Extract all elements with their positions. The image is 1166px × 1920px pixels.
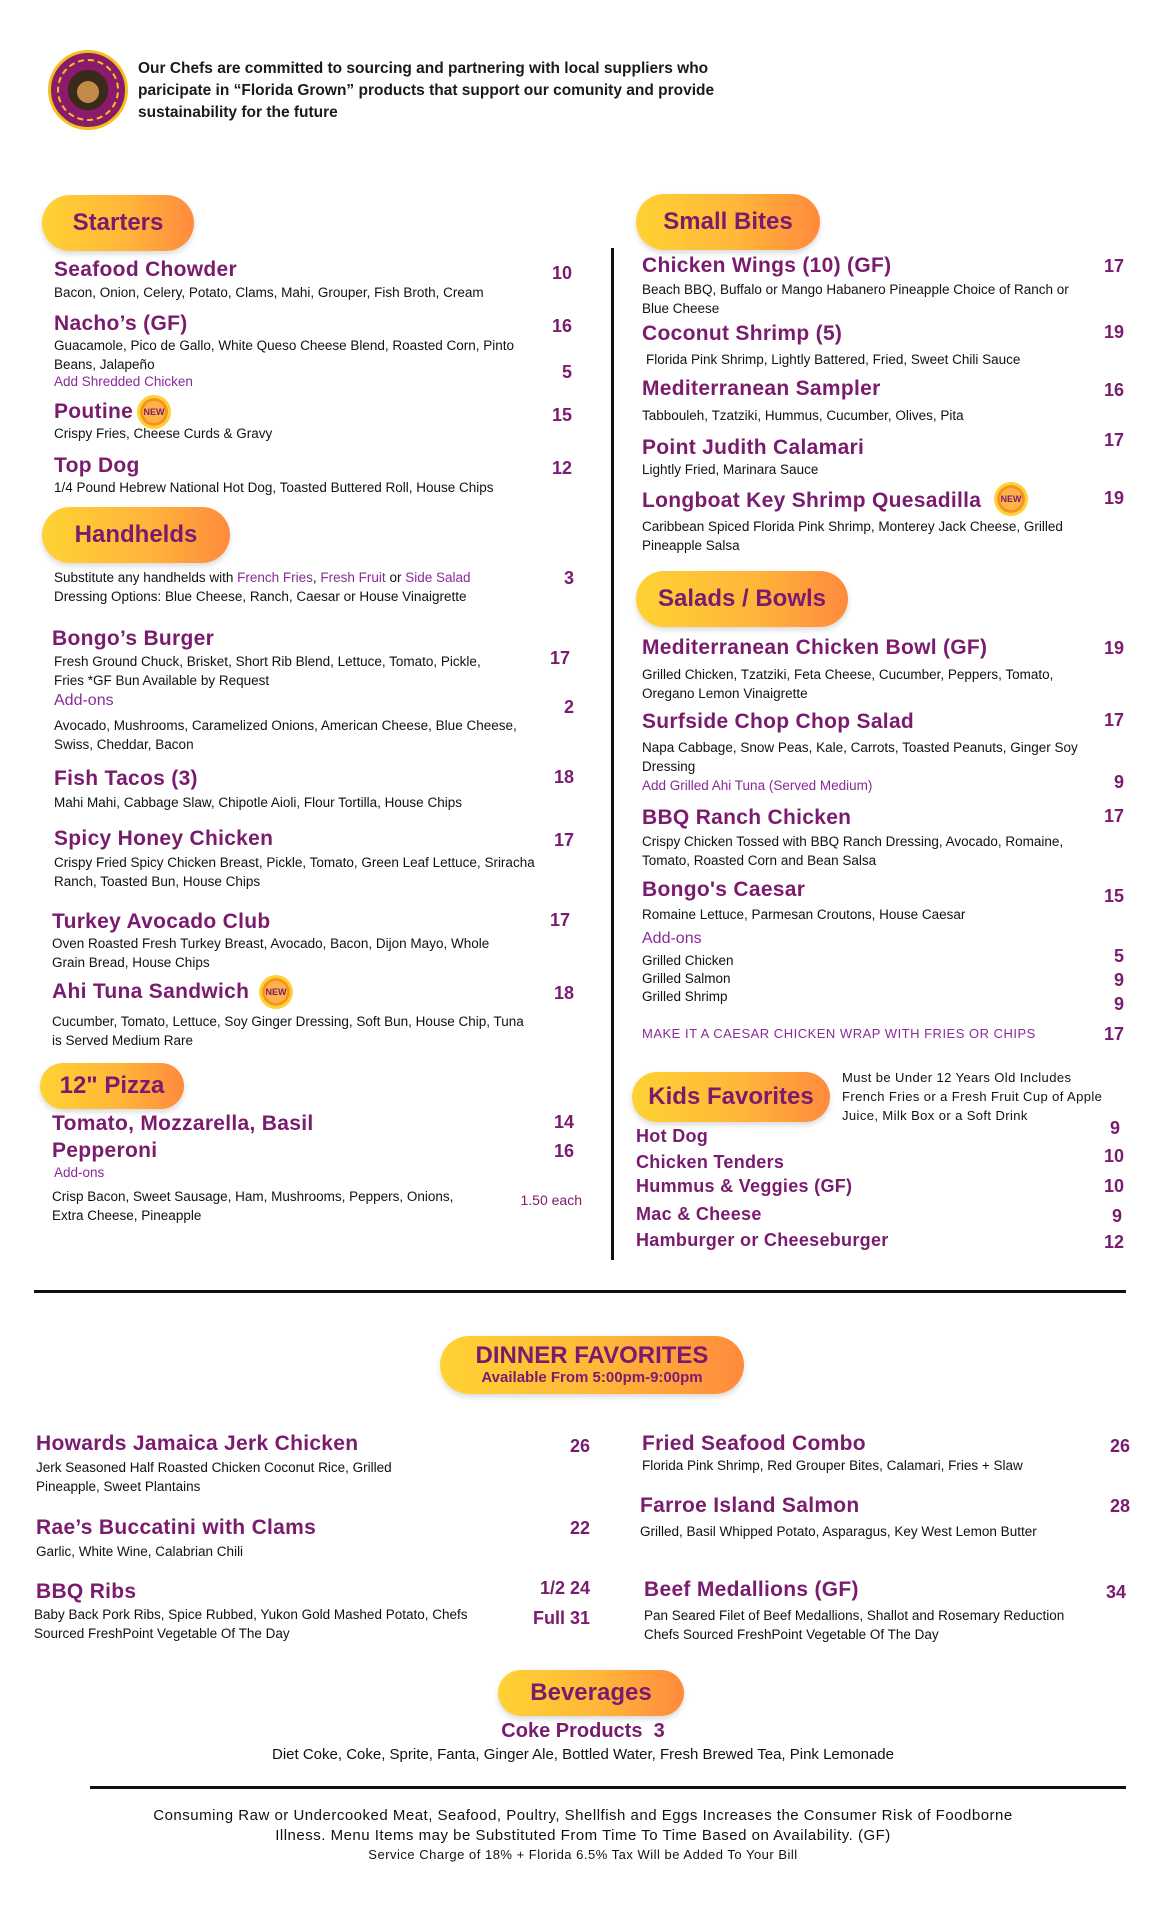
item-bongos-caesar: Bongo's Caesar [642, 878, 806, 901]
item-desc: Grilled, Basil Whipped Potato, Asparagus, Key West Lemon Butter [640, 1524, 1037, 1539]
item-desc: Lightly Fried, Marinara Sauce [642, 462, 819, 477]
item-price: 10 [551, 263, 572, 283]
handhelds-substitute [54, 568, 554, 587]
item-pepperoni: Pepperoni [52, 1139, 158, 1162]
item-mediterranean-chicken-bowl: Mediterranean Chicken Bowl (GF) [642, 636, 988, 659]
item-desc: Jerk Seasoned Half Roasted Chicken Coconut Rice, Grilled Pineapple, Sweet Plantains [36, 1460, 392, 1494]
item-price: 17 [549, 910, 570, 930]
ribs-half-price: 1/2 24 [539, 1578, 590, 1598]
item-desc: Crispy Fries, Cheese Curds & Gravy [54, 426, 273, 441]
item-desc: Mahi Mahi, Cabbage Slaw, Chipotle Aioli, Flour Tortilla, House Chips [54, 795, 462, 810]
pizza-addon: Add-ons [54, 1165, 105, 1180]
item-desc: 1/4 Pound Hebrew National Hot Dog, Toasted Buttered Roll, House Chips [54, 480, 494, 495]
beverage-desc: Diet Coke, Coke, Sprite, Fanta, Ginger Ale, Bottled Water, Fresh Brewed Tea, Pink Lemonade [272, 1746, 894, 1763]
kids-note: Must be Under 12 Years Old Includes French Fries or a Fresh Fruit Cup of Apple Juice, Milk Box or a Soft Drink [842, 1070, 1103, 1123]
logo-monkey-icon [77, 81, 99, 103]
item-price: 19 [1103, 488, 1124, 508]
beverage-name: Coke Products [501, 1720, 643, 1742]
sub-salad: Side Salad [405, 570, 471, 585]
item-desc: Tabbouleh, Tzatziki, Hummus, Cucumber, Olives, Pita [642, 408, 964, 423]
item-price: 15 [551, 405, 572, 425]
dinner-jerk-chicken: Howards Jamaica Jerk Chicken [36, 1432, 359, 1455]
item-price: 34 [1105, 1582, 1126, 1602]
item-desc: Florida Pink Shrimp, Lightly Battered, Fried, Sweet Chili Sauce [646, 352, 1021, 367]
new-badge-icon: NEW [262, 978, 290, 1006]
item-turkey-avocado-club: Turkey Avocado Club [52, 910, 271, 933]
item-tomato-mozzarella: Tomato, Mozzarella, Basil [52, 1112, 314, 1135]
beverage-price: 3 [653, 1720, 665, 1742]
item-price: 26 [569, 1436, 590, 1456]
item-bongos-burger: Bongo’s Burger [52, 627, 215, 650]
kids-item: Chicken Tenders [636, 1152, 785, 1172]
new-badge-icon: NEW [140, 398, 168, 426]
item-desc: Caribbean Spiced Florida Pink Shrimp, Monterey Jack Cheese, Grilled Pineapple Salsa [642, 519, 1063, 553]
dinner-heading [440, 1336, 744, 1394]
item-spicy-honey-chicken: Spicy Honey Chicken [54, 827, 274, 850]
item-coconut-shrimp: Coconut Shrimp (5) [642, 322, 843, 345]
dressing-options: Dressing Options: Blue Cheese, Ranch, Caesar or House Vinaigrette [54, 589, 467, 604]
dinner-bbq-ribs: BBQ Ribs [36, 1580, 137, 1603]
pizza-addon-price: 1.50 each [520, 1192, 582, 1208]
kids-item: Mac & Cheese [636, 1204, 762, 1224]
item-ahi-tuna-sandwich: Ahi Tuna Sandwich [52, 980, 250, 1003]
item-top-dog: Top Dog [54, 454, 140, 477]
dinner-salmon: Farroe Island Salmon [640, 1494, 860, 1517]
item-desc: Beach BBQ, Buffalo or Mango Habanero Pineapple Choice of Ranch or Blue Cheese [642, 282, 1069, 316]
kids-item: Hamburger or Cheeseburger [636, 1230, 889, 1250]
beverages-heading: Beverages [498, 1670, 684, 1716]
item-price: 19 [1103, 322, 1124, 342]
addon-price: 2 [563, 697, 574, 717]
item-bbq-ranch-chicken: BBQ Ranch Chicken [642, 806, 852, 829]
item-price: 14 [553, 1112, 574, 1132]
item-price: 28 [1109, 1496, 1130, 1516]
item-desc: Florida Pink Shrimp, Red Grouper Bites, Calamari, Fries + Slaw [642, 1458, 1023, 1473]
kids-price: 9 [1111, 1206, 1122, 1226]
item-price: 17 [1103, 430, 1124, 450]
item-surfside-chop-chop: Surfside Chop Chop Salad [642, 710, 915, 733]
footer-line3: Service Charge of 18% + Florida 6.5% Tax Will be Added To Your Bill [368, 1847, 798, 1862]
section-divider [34, 1290, 1126, 1293]
bongos-logo [48, 50, 128, 130]
small-bites-heading: Small Bites [636, 194, 820, 250]
sub-fries: French Fries [237, 570, 313, 585]
footer-divider [90, 1786, 1126, 1789]
item-price: 17 [553, 830, 574, 850]
item-desc: Fresh Ground Chuck, Brisket, Short Rib Blend, Lettuce, Tomato, Pickle, Fries *GF Bun Available by Request [54, 654, 481, 688]
substitute-price: 3 [563, 568, 574, 588]
item-fish-tacos: Fish Tacos (3) [54, 767, 198, 790]
item-price: 17 [1103, 806, 1124, 826]
item-longboat-quesadilla: Longboat Key Shrimp Quesadilla [642, 489, 982, 512]
dinner-buccatini: Rae’s Buccatini with Clams [36, 1516, 317, 1539]
kids-price: 9 [1109, 1118, 1120, 1138]
footer-line2: Illness. Menu Items may be Substituted From Time To Time Based on Availability. (GF) [275, 1827, 891, 1844]
item-price: 16 [553, 1141, 574, 1161]
item-price: 18 [553, 983, 574, 1003]
caesar-addon: Grilled Shrimp [642, 989, 728, 1004]
item-price: 17 [1103, 710, 1124, 730]
item-desc: Napa Cabbage, Snow Peas, Kale, Carrots, Toasted Peanuts, Ginger Soy Dressing [642, 740, 1078, 774]
substitute-text: Substitute any handhelds with [54, 570, 238, 585]
kids-item: Hummus & Veggies (GF) [636, 1176, 853, 1196]
dinner-beef-medallions: Beef Medallions (GF) [644, 1578, 859, 1601]
item-mediterranean-sampler: Mediterranean Sampler [642, 377, 881, 400]
item-addon: Add-ons [54, 692, 114, 709]
caesar-wrap: MAKE IT A CAESAR CHICKEN WRAP WITH FRIES OR CHIPS [642, 1026, 1036, 1041]
item-price: 26 [1109, 1436, 1130, 1456]
handhelds-heading: Handhelds [42, 507, 230, 563]
item-desc: Garlic, White Wine, Calabrian Chili [36, 1544, 244, 1559]
caesar-addons-label: Add-ons [642, 930, 702, 947]
starters-heading: Starters [42, 195, 194, 251]
item-addon: Add Shredded Chicken [54, 374, 193, 389]
item-price: 16 [1103, 380, 1124, 400]
coke-products [383, 1720, 783, 1743]
dinner-fried-seafood-combo: Fried Seafood Combo [642, 1432, 866, 1455]
item-desc: Crispy Fried Spicy Chicken Breast, Pickle, Tomato, Green Leaf Lettuce, Sriracha Ranch, Toasted Bun, House Chips [54, 855, 535, 889]
addon-price: 5 [561, 362, 572, 382]
dinner-title: DINNER FAVORITES [475, 1342, 709, 1369]
pizza-heading: 12" Pizza [40, 1063, 184, 1109]
item-price: 15 [1103, 886, 1124, 906]
item-desc: Bacon, Onion, Celery, Potato, Clams, Mahi, Grouper, Fish Broth, Cream [54, 285, 484, 300]
ribs-full-price: Full 31 [532, 1608, 590, 1628]
caesar-addon-price: 9 [1113, 970, 1124, 990]
item-nachos: Nacho’s (GF) [54, 312, 188, 335]
item-chicken-wings: Chicken Wings (10) (GF) [642, 254, 892, 277]
kids-price: 12 [1103, 1232, 1124, 1252]
item-desc: Pan Seared Filet of Beef Medallions, Shallot and Rosemary Reduction Chefs Sourced FreshPoint Vegetable Of The Day [644, 1608, 1065, 1642]
addon-price: 9 [1113, 772, 1124, 792]
kids-heading: Kids Favorites [632, 1072, 830, 1122]
item-poutine: Poutine [54, 400, 134, 423]
caesar-wrap-price: 17 [1103, 1024, 1124, 1044]
sub-or: or [385, 570, 406, 585]
new-badge-icon: NEW [997, 485, 1025, 513]
sub-fruit: Fresh Fruit [320, 570, 386, 585]
salads-heading: Salads / Bowls [636, 571, 848, 627]
caesar-addon-price: 5 [1113, 946, 1124, 966]
kids-item: Hot Dog [636, 1126, 709, 1146]
column-divider [611, 248, 614, 1260]
dinner-subtitle: Available From 5:00pm-9:00pm [481, 1369, 703, 1386]
footer-line1: Consuming Raw or Undercooked Meat, Seafood, Poultry, Shellfish and Eggs Increases the Consumer Risk of Foodborne [153, 1807, 1013, 1824]
item-price: 17 [1103, 256, 1124, 276]
item-price: 16 [551, 316, 572, 336]
caesar-addon: Grilled Chicken [642, 953, 734, 968]
pizza-addon-desc: Crisp Bacon, Sweet Sausage, Ham, Mushrooms, Peppers, Onions, Extra Cheese, Pineapple [52, 1189, 454, 1223]
item-price: 22 [569, 1518, 590, 1538]
item-desc: Oven Roasted Fresh Turkey Breast, Avocado, Bacon, Dijon Mayo, Whole Grain Bread, House Chips [52, 936, 490, 970]
item-addon: Add Grilled Ahi Tuna (Served Medium) [642, 778, 873, 793]
item-price: 18 [553, 767, 574, 787]
addon-desc: Avocado, Mushrooms, Caramelized Onions, American Cheese, Blue Cheese, Swiss, Cheddar, Bacon [54, 718, 517, 752]
item-desc: Cucumber, Tomato, Lettuce, Soy Ginger Dressing, Soft Bun, House Chip, Tuna is Served Medium Rare [52, 1014, 524, 1048]
item-point-judith-calamari: Point Judith Calamari [642, 436, 865, 459]
item-desc: Crispy Chicken Tossed with BBQ Ranch Dressing, Avocado, Romaine, Tomato, Roasted Corn and Bean Salsa [642, 834, 1064, 868]
sub-comma: , [312, 570, 321, 585]
item-price: 17 [549, 648, 570, 668]
caesar-addon: Grilled Salmon [642, 971, 731, 986]
intro-text: Our Chefs are committed to sourcing and partnering with local suppliers who paricipate in “Florida Grown” products that support our comunity and provide sustainability for the future [138, 60, 715, 121]
item-desc: Guacamole, Pico de Gallo, White Queso Cheese Blend, Roasted Corn, Pinto Beans, Jalapeño [54, 338, 514, 372]
item-desc: Baby Back Pork Ribs, Spice Rubbed, Yukon Gold Mashed Potato, Chefs Sourced FreshPoint Vegetable Of The Day [34, 1607, 468, 1641]
item-price: 19 [1103, 638, 1124, 658]
caesar-addon-price: 9 [1113, 994, 1124, 1014]
kids-price: 10 [1103, 1146, 1124, 1166]
item-price: 12 [551, 458, 572, 478]
item-desc: Romaine Lettuce, Parmesan Croutons, House Caesar [642, 907, 966, 922]
item-desc: Grilled Chicken, Tzatziki, Feta Cheese, Cucumber, Peppers, Tomato, Oregano Lemon Vinaigrette [642, 667, 1054, 701]
item-seafood-chowder: Seafood Chowder [54, 258, 238, 281]
kids-price: 10 [1103, 1176, 1124, 1196]
